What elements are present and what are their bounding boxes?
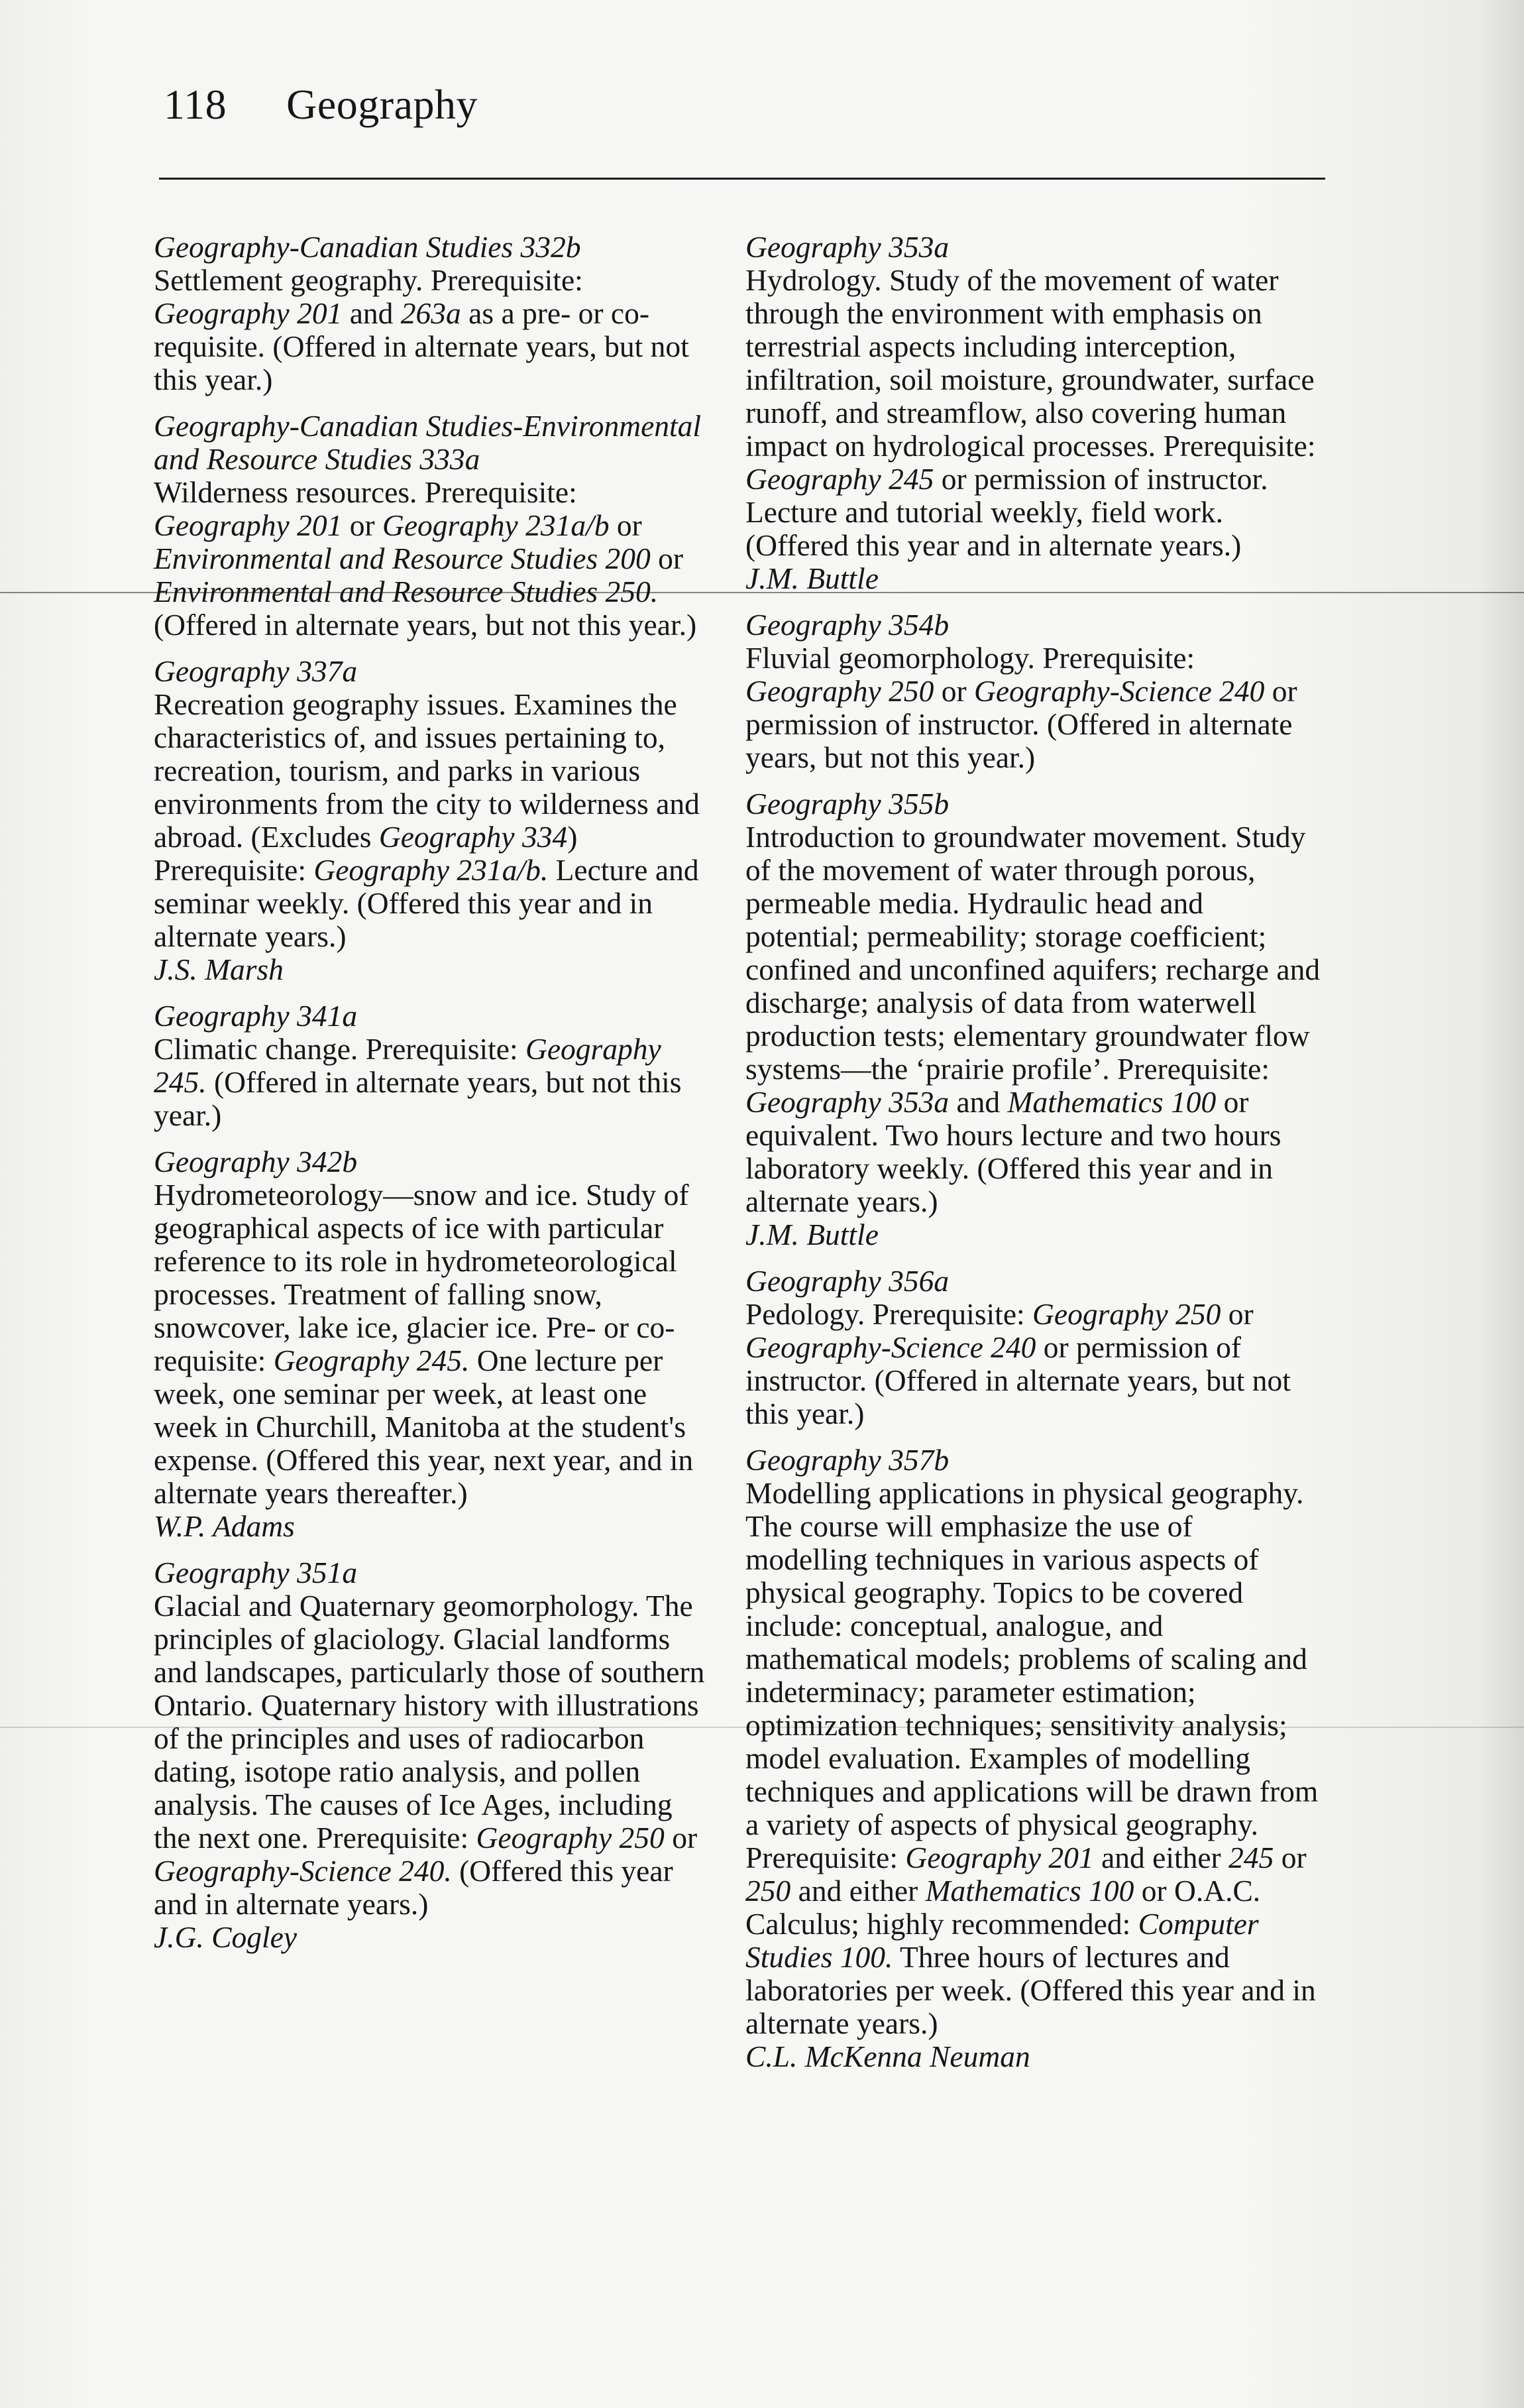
course-entry: [154, 410, 714, 642]
course-title: Geography 356a: [745, 1264, 950, 1298]
course-reference: Geography 201: [154, 296, 343, 330]
instructor-name: W.P. Adams: [154, 1509, 295, 1543]
course-title: Geography 351a: [154, 1556, 358, 1589]
description-text: Wilderness resources. Prerequisite:: [154, 475, 577, 509]
description-text: or: [1274, 1841, 1307, 1874]
description-text: (Offered this year and in alternate years.): [154, 1854, 673, 1921]
description-text: and either: [1093, 1841, 1229, 1874]
course-reference: 245: [1228, 1841, 1274, 1874]
course-reference: Geography 201: [154, 508, 343, 542]
course-description: [154, 1033, 714, 1132]
description-text: Recreation geography issues. Examines the characteristics of, and issues pertaining to, recreation, tourism, and parks in various environments from the city to wilderness and abroad. (Excludes: [154, 687, 700, 854]
header-rule: [159, 178, 1325, 180]
course-entry: [745, 231, 1322, 595]
course-description: [745, 264, 1322, 562]
course-entry: [154, 655, 714, 986]
course-title: Geography 342b: [154, 1145, 358, 1178]
course-reference: Geography 250: [476, 1821, 665, 1855]
instructor-name: J.M. Buttle: [745, 561, 879, 595]
course-title: Geography 337a: [154, 654, 358, 688]
course-reference: Geography 353a: [745, 1085, 950, 1119]
description-text: and: [949, 1085, 1008, 1119]
description-text: or O.A.C. Calculus; highly recommended:: [745, 1874, 1261, 1941]
course-reference: Geography-Science 240: [974, 674, 1265, 708]
description-text: Introduction to groundwater movement. Study of the movement of water through porous, permeable media. Hydraulic head and potential; permeability; storage coefficient; confined and unconfined aquifers; recharge and discharge; analysis of data from waterwell production tests; elementary groundwater flow systems—the ‘prairie profile’. Prerequisite:: [745, 820, 1321, 1086]
course-title: Geography 354b: [745, 608, 950, 642]
course-reference: Geography 245.: [154, 1032, 661, 1099]
instructor-name: C.L. McKenna Neuman: [745, 2039, 1030, 2073]
description-text: Settlement geography. Prerequisite:: [154, 263, 583, 297]
course-entry: [745, 1444, 1322, 2073]
description-text: or permission of instructor. Lecture and tutorial weekly, field work. (Offered this year and in alternate years.): [745, 462, 1268, 562]
description-text: or permission of instructor. (Offered in alternate years, but not this year.): [745, 1330, 1291, 1430]
course-reference: Environmental and Resource Studies 250.: [154, 575, 659, 608]
description-text: Climatic change. Prerequisite:: [154, 1032, 525, 1066]
course-reference: Geography 250: [745, 674, 934, 708]
course-reference: Geography-Science 240: [745, 1330, 1036, 1364]
description-text: Pedology. Prerequisite:: [745, 1297, 1033, 1331]
description-text: Modelling applications in physical geography. The course will emphasize the use of modelling techniques in various aspects of physical geography. Topics to be covered include: conceptual, analogue, and mathematical models; problems of scaling and indeterminacy; parameter estimation; optimization techniques; sensitivity analysis; model evaluation. Examples of modelling techniques and applications will be drawn from a variety of aspects of physical geography. Prerequisite:: [745, 1476, 1319, 1874]
course-entry: [745, 608, 1322, 774]
course-title: Geography 353a: [745, 230, 950, 264]
course-title: Geography 355b: [745, 787, 950, 821]
description-text: and either: [790, 1874, 926, 1908]
course-reference: Computer Studies 100.: [745, 1907, 1259, 1974]
course-reference: Geography 245.: [273, 1344, 470, 1377]
course-description: [154, 1589, 714, 1921]
description-text: or: [1221, 1297, 1254, 1331]
description-text: ) Prerequisite:: [154, 820, 578, 887]
description-text: or: [650, 542, 684, 575]
course-reference: Mathematics 100: [925, 1874, 1134, 1908]
description-text: or: [342, 508, 382, 542]
course-reference: Geography 245: [745, 462, 934, 496]
course-description: [154, 476, 714, 642]
description-text: Lecture and seminar weekly. (Offered this year and in alternate years.): [154, 853, 699, 953]
description-text: or: [609, 508, 642, 542]
section-title: Geography: [286, 81, 478, 128]
course-reference: Geography 201: [905, 1841, 1094, 1874]
course-description: [154, 1178, 714, 1510]
description-text: Glacial and Quaternary geomorphology. The principles of glaciology. Glacial landforms and landscapes, particularly those of southern Ontario. Quaternary history with illustrations of the principles and uses of radiocarbon dating, isotope ratio analysis, and pollen analysis. The causes of Ice Ages, including the next one. Prerequisite:: [154, 1589, 705, 1855]
course-reference: Geography 334: [378, 820, 568, 854]
course-description: [154, 264, 714, 396]
course-reference: Geography 231a/b.: [313, 853, 549, 887]
description-text: (Offered in alternate years, but not this year.): [154, 608, 697, 642]
page-edge-shadow: [1478, 0, 1524, 2408]
page-number: 118: [164, 81, 227, 128]
course-title: Geography 357b: [745, 1443, 950, 1477]
course-entry: [745, 787, 1322, 1251]
course-title: Geography 341a: [154, 999, 358, 1033]
course-title: Geography-Canadian Studies-Environmental and Resource Studies 333a: [154, 409, 702, 476]
description-text: Hydrology. Study of the movement of water through the environment with emphasis on terrestrial aspects including interception, infiltration, soil moisture, groundwater, surface runoff, and streamflow, also covering human impact on hydrological processes. Prerequisite:: [745, 263, 1316, 463]
description-text: (Offered in alternate years, but not this year.): [154, 1065, 682, 1132]
description-text: or equivalent. Two hours lecture and two hours laboratory weekly. (Offered this year and in alternate years.): [745, 1085, 1281, 1218]
course-description: [154, 688, 714, 953]
instructor-name: J.S. Marsh: [154, 952, 284, 986]
course-title: Geography-Canadian Studies 332b: [154, 230, 581, 264]
instructor-name: J.G. Cogley: [154, 1920, 298, 1954]
course-reference: Mathematics 100: [1007, 1085, 1217, 1119]
page-header: [164, 78, 478, 131]
course-entry: [154, 1145, 714, 1543]
description-text: Fluvial geomorphology. Prerequisite:: [745, 641, 1195, 675]
course-description: [745, 821, 1322, 1218]
description-text: One lecture per week, one seminar per week, at least one week in Churchill, Manitoba at the student's expense. (Offered this year, next year, and in alternate years thereafter.): [154, 1344, 694, 1510]
course-entry: [154, 1000, 714, 1132]
description-text: or: [934, 674, 974, 708]
course-reference: 263a: [400, 296, 461, 330]
course-reference: Geography 250: [1032, 1297, 1221, 1331]
description-text: Hydrometeorology—snow and ice. Study of geographical aspects of ice with particular reference to its role in hydrometeorological processes. Treatment of falling snow, snowcover, lake ice, glacier ice. Pre- or co-requisite:: [154, 1178, 689, 1377]
description-text: and: [342, 296, 401, 330]
course-description: [745, 642, 1322, 774]
course-entry: [154, 1556, 714, 1954]
course-reference: Environmental and Resource Studies 200: [154, 542, 651, 575]
description-text: or: [664, 1821, 698, 1855]
course-description: [745, 1298, 1322, 1430]
course-reference: 250: [745, 1874, 791, 1908]
instructor-name: J.M. Buttle: [745, 1218, 879, 1251]
description-text: Three hours of lectures and laboratories per week. (Offered this year and in alternate years.): [745, 1940, 1316, 2040]
description-text: or permission of instructor. (Offered in alternate years, but not this year.): [745, 674, 1297, 774]
course-entry: [745, 1265, 1322, 1430]
course-reference: Geography-Science 240.: [154, 1854, 452, 1888]
description-text: as a pre- or co-requisite. (Offered in alternate years, but not this year.): [154, 296, 689, 396]
course-entry: [154, 231, 714, 396]
left-column: [154, 231, 714, 1967]
course-reference: Geography 231a/b: [382, 508, 610, 542]
course-description: [745, 1477, 1322, 2040]
right-column: [745, 231, 1322, 2087]
